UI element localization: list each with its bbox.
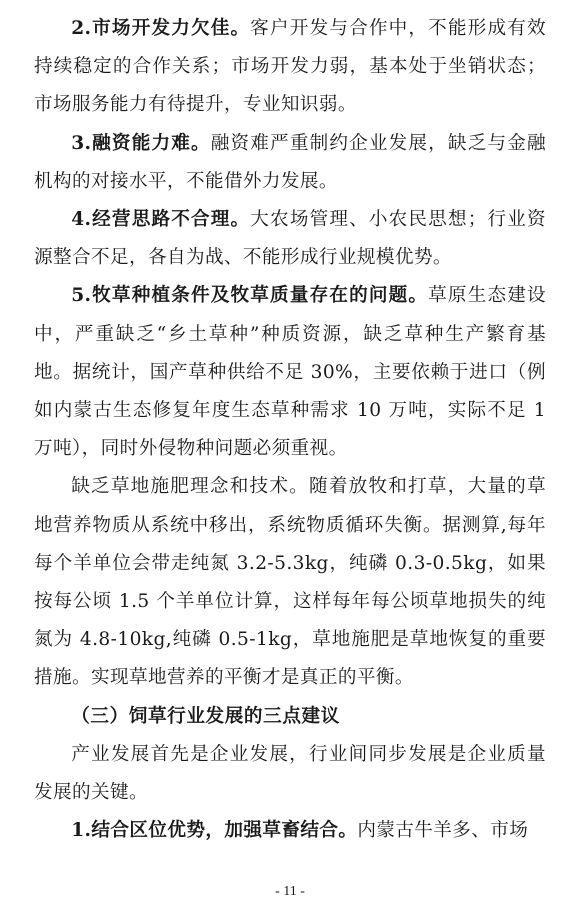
paragraph-fertilization [34,468,546,697]
paragraph-market-development [34,10,546,125]
paragraph-text: 融资难严重制约企业发展，缺乏与金融机构的对接水平，不能借外力发展。 [34,132,546,192]
paragraph-lead: 4.经营思路不合理。 [71,209,251,231]
paragraph-text: 草原生态建设中，严重缺乏“乡土草种”种质资源，缺乏草种生产繁育基地。据统计，国产草种供给不足 30%，主要依赖于进口（例如内蒙古生态修复年度生态草种需求 10 万吨，实际不足 1 万吨），同时外侵物种问题必须重视。 [34,285,546,460]
section-heading: （三）饲草行业发展的三点建议 [71,705,340,727]
paragraph-business-thinking [34,201,546,277]
page-number: - 11 - [275,884,305,899]
paragraph-lead: 2.市场开发力欠佳。 [71,18,251,39]
paragraph-lead: 3.融资能力难。 [71,132,211,154]
paragraph-regional-advantage [34,812,546,850]
paragraph-financing [34,125,546,201]
paragraph-forage-planting [34,277,546,468]
paragraph-lead: 1.结合区位优势，加强草畜结合。 [71,820,358,842]
paragraph-text: 客户开发与合作中，不能形成有效持续稳定的合作关系；市场开发力弱，基本处于坐销状态；市场服务能力有待提升，专业知识弱。 [34,18,546,116]
paragraph-text: 内蒙古牛羊多、市场 [357,820,529,842]
paragraph-text: 缺乏草地施肥理念和技术。随着放牧和打草，大量的草地营养物质从系统中移出，系统物质循环失衡。据测算,每年每个羊单位会带走纯氮 3.2-5.3kg，纯磷 0.3-0.5kg，如果按每公顷 1.5 个羊单位计算，这样每年每公顷草地损失的纯氮为 4.8-10kg,纯磷 0.5-1kg，草地施肥是草地恢复的重要措施。实现草地营养的平衡才是真正的平衡。 [34,476,546,689]
paragraph-lead: 5.牧草种植条件及牧草质量存在的问题。 [71,285,429,307]
paragraph-industry-development [34,736,546,812]
paragraph-text: 大农场管理、小农民思想；行业资源整合不足，各自为战、不能形成行业规模优势。 [34,209,546,269]
paragraph-text: 产业发展首先是企业发展，行业间同步发展是企业质量发展的关键。 [34,743,546,804]
document-page [34,10,546,850]
